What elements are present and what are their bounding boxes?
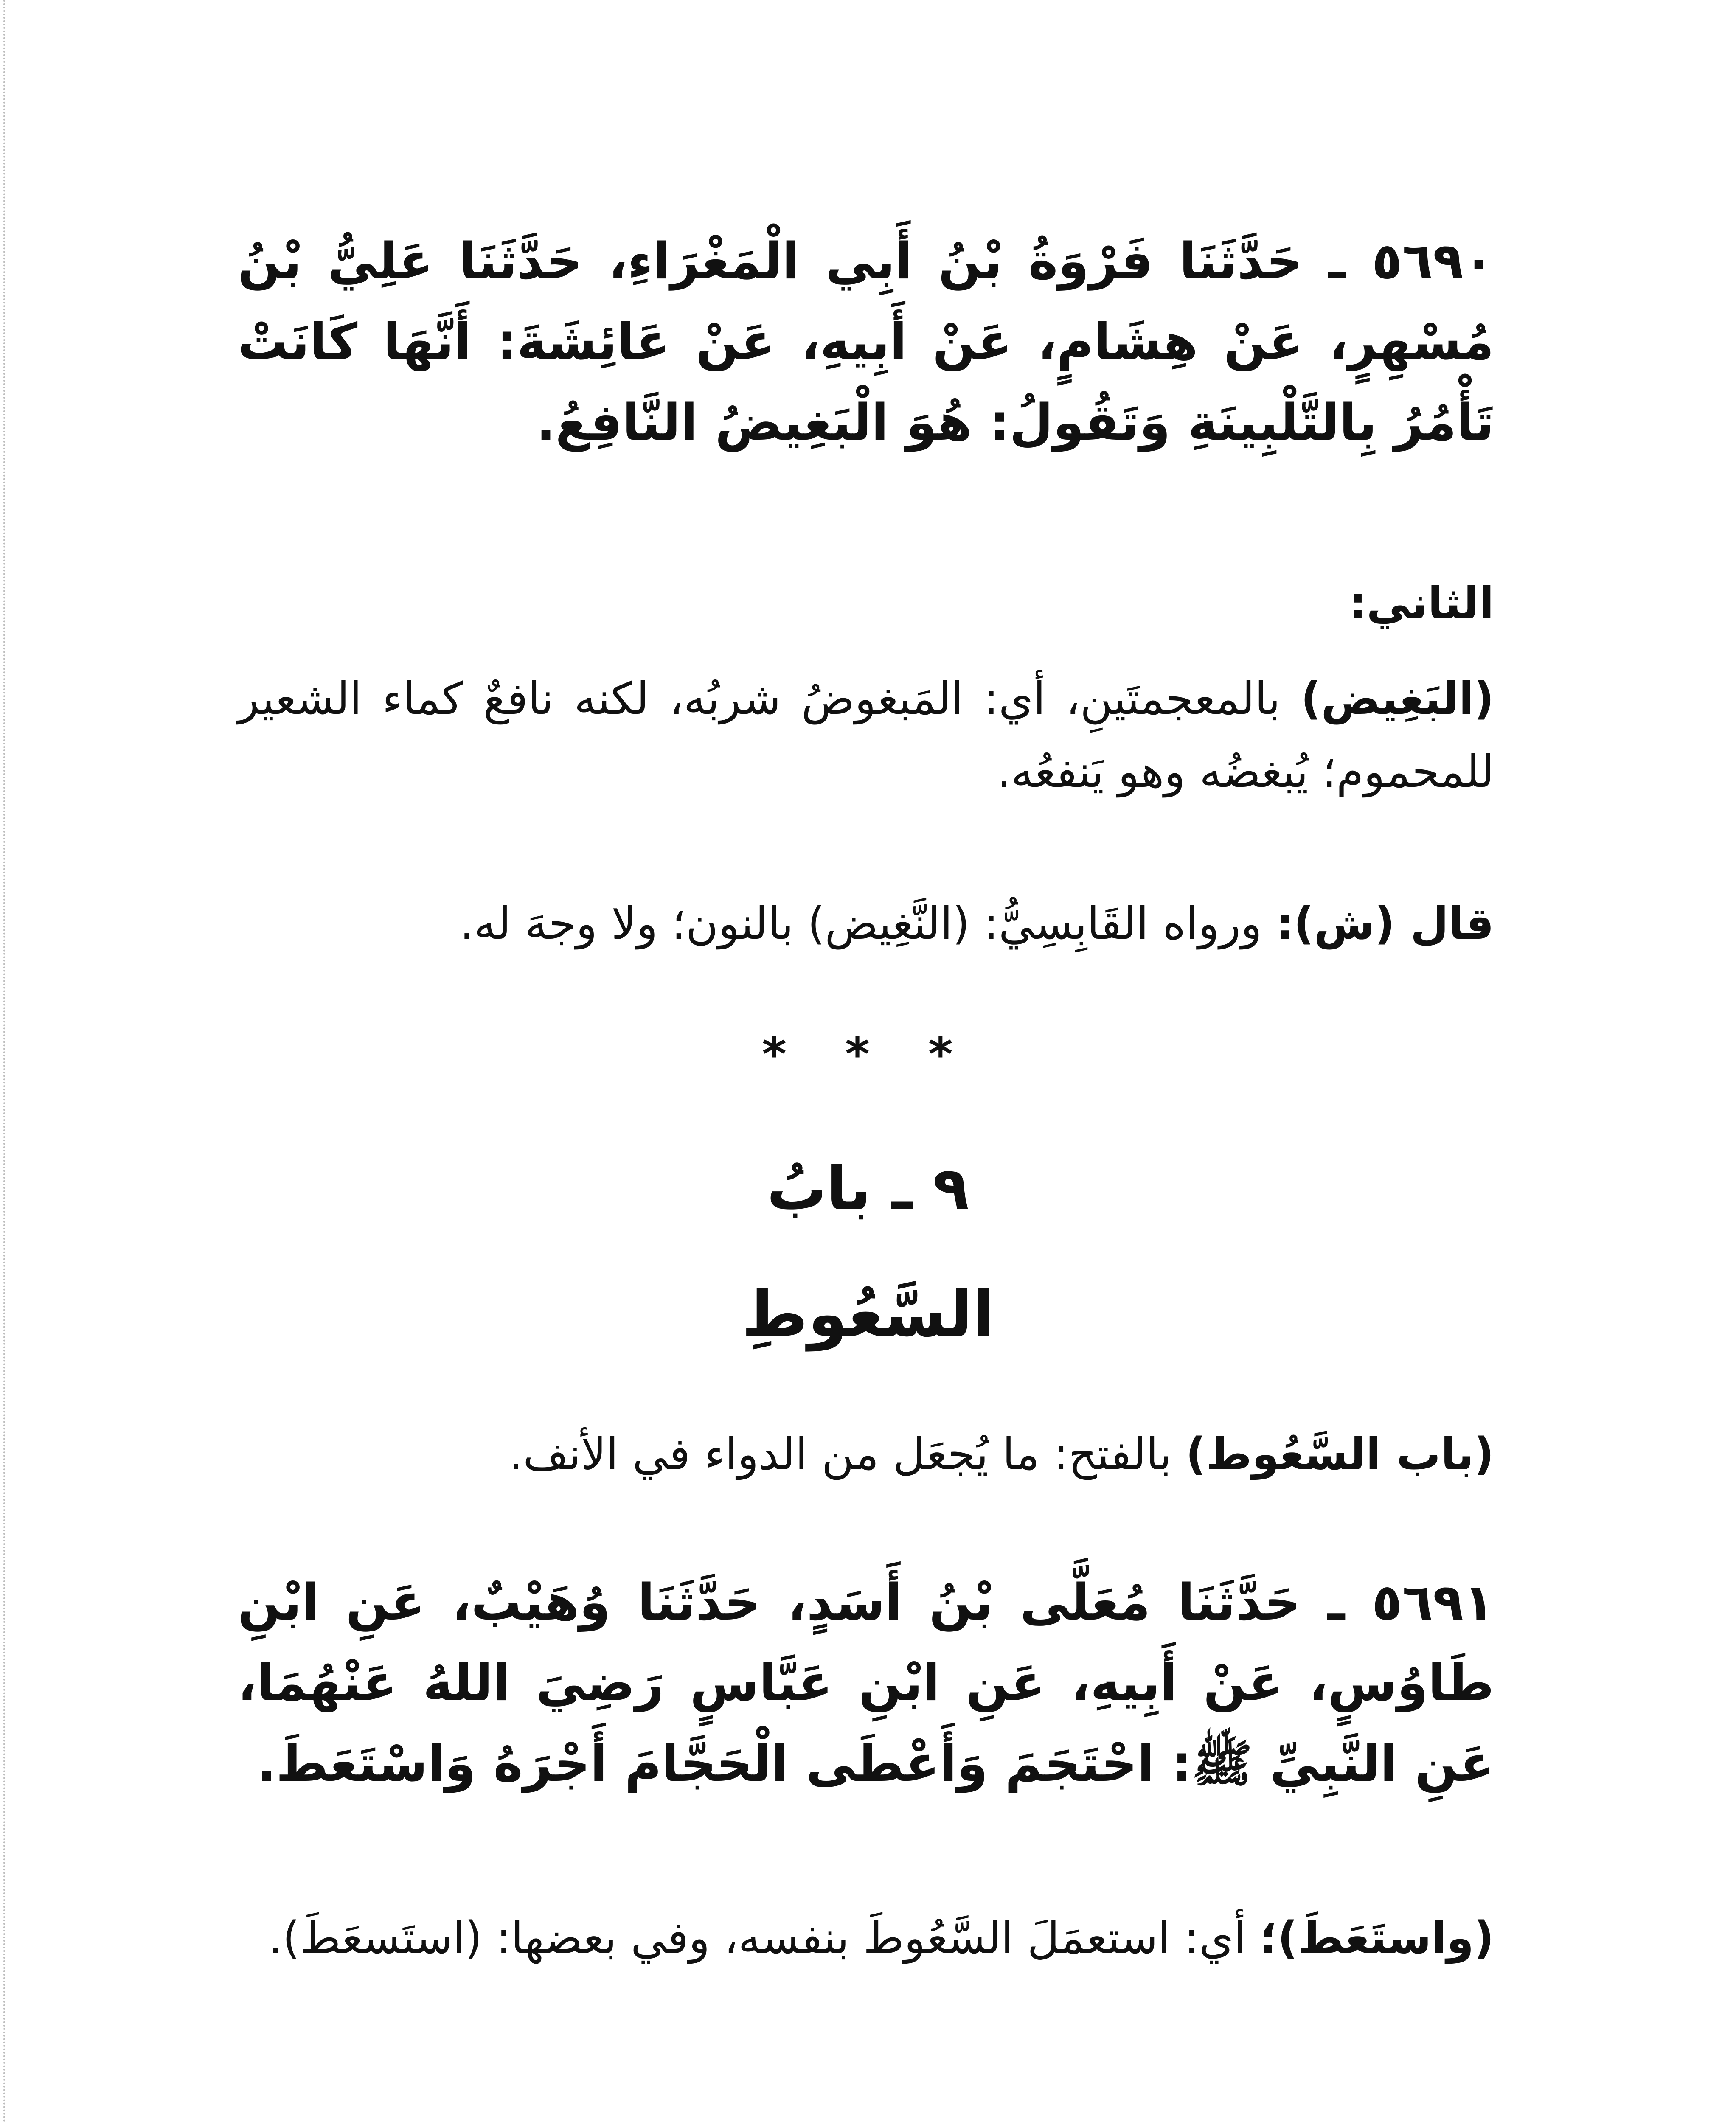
commentary-explanation — [238, 662, 1494, 808]
hadith-text: حَدَّثَنَا مُعَلَّى بْنُ أَسَدٍ، حَدَّثَنَا وُهَيْبٌ، عَنِ ابْنِ طَاوُسٍ، عَنْ أَبِيهِ، عَنِ ابْنِ عَبَّاسٍ رَضِيَ اللهُ عَنْهُمَا، عَنِ النَّبِيِّ ﷺ: احْتَجَمَ وَأَعْطَى الْحَجَّامَ أَجْرَهُ وَاسْتَعَطَ. — [238, 1573, 1494, 1793]
section-separator: * * * — [762, 1027, 974, 1081]
commentary-5691 — [238, 1901, 1494, 1974]
hadith-5690 — [238, 221, 1494, 463]
commentary-5691-term: (واستَعَطَ)؛ — [1260, 1912, 1494, 1964]
commentary-5691-text: أي: استعمَلَ السَّعُوطَ بنفسه، وفي بعضها: (استَسعَطَ). — [268, 1912, 1246, 1964]
hadith-5691 — [238, 1562, 1494, 1804]
qala-text: ورواه القَابِسِيُّ: (النَّغِيض) بالنون؛ ولا وجهَ له. — [460, 898, 1262, 949]
qala-label: قال (ش): — [1276, 898, 1494, 949]
chapter-number: ٩ ـ بابُ — [767, 1154, 969, 1224]
chapter-note-text: بالفتح: ما يُجعَل من الدواء في الأنف. — [509, 1428, 1172, 1480]
commentary-label-second: الثاني: — [1348, 577, 1494, 629]
explanation-term: (البَغِيض) — [1301, 673, 1494, 724]
hadith-number: ٥٦٩١ — [1371, 1573, 1494, 1631]
chapter-note — [238, 1417, 1494, 1490]
hadith-text: حَدَّثَنَا فَرْوَةُ بْنُ أَبِي الْمَغْرَاءِ، حَدَّثَنَا عَلِيُّ بْنُ مُسْهِرٍ، عَنْ هِشَامٍ، عَنْ أَبِيهِ، عَنْ عَائِشَةَ: أَنَّهَا كَانَتْ تَأْمُرُ بِالتَّلْبِينَةِ وَتَقُولُ: هُوَ الْبَغِيضُ النَّافِعُ. — [238, 232, 1494, 452]
hadith-dash: ـ — [1302, 232, 1346, 290]
commentary-qala — [238, 887, 1494, 960]
explanation-text: بالمعجمتَينِ، أي: المَبغوضُ شربُه، لكنه نافعٌ كماء الشعير للمحموم؛ يُبغضُه وهو يَنفعُه. — [238, 673, 1494, 797]
hadith-number: ٥٦٩٠ — [1371, 232, 1494, 290]
chapter-note-term: (باب السَّعُوط) — [1185, 1428, 1494, 1480]
chapter-title: السَّعُوطِ — [742, 1277, 994, 1351]
hadith-dash: ـ — [1301, 1573, 1345, 1631]
